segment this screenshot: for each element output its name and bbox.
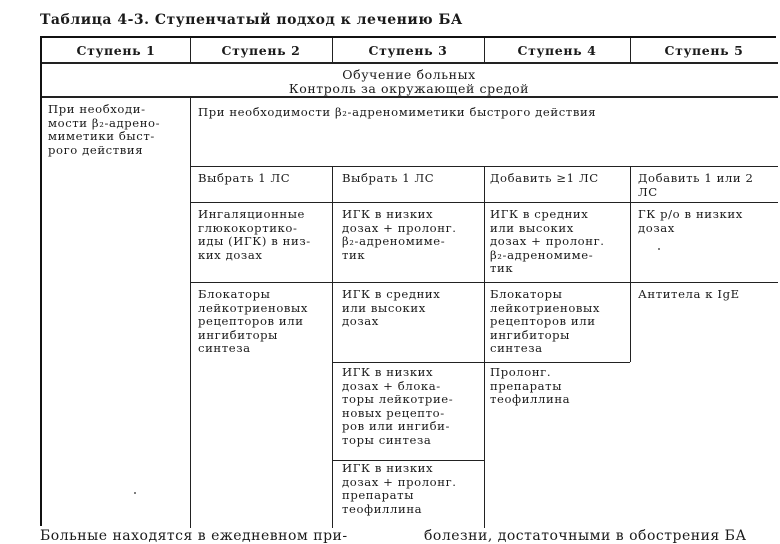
step3-option-2: ИГК в средних или высоких дозах [342,287,441,329]
rule-under-banner [42,96,778,98]
col-divider-2 [332,166,333,528]
step3-choose-cell: Выбрать 1 ЛС [342,171,435,185]
step5-option-2: Антитела к IgE [638,287,740,301]
step4-option-3: Пролонг. препараты теофиллина [490,365,571,407]
step3-option-1: ИГК в низких дозах + пролонг. β₂-адреномиме- тик [342,207,457,262]
table-caption: Таблица 4-3. Ступенчатый подход к лечению БА [40,12,463,28]
treatment-table [40,36,776,526]
scan-speck [134,492,136,494]
header-step-2: Ступень 2 [221,43,301,58]
banner-patient-education: Обучение больных [342,67,476,82]
col-divider-3 [484,166,485,528]
step3-option-3: ИГК в низких дозах + блока- торы лейкотрие- новых рецепто- ров или ингиби- торы синтеза [342,365,454,447]
footer-text-left: Больные находятся в ежедневном при- [40,528,348,544]
col-divider-4 [630,166,631,362]
step2-option-2: Блокаторы лейкотриеновых рецепторов или ингибиторы синтеза [198,287,309,356]
scan-speck [658,248,660,250]
header-step-4: Ступень 4 [517,43,597,58]
header-step-5: Ступень 5 [664,43,744,58]
banner-environment-control: Контроль за окружающей средой [288,81,530,96]
step5-option-1: ГК p/o в низких дозах [638,207,743,235]
step4-option-2: Блокаторы лейкотриеновых рецепторов или ингибиторы синтеза [490,287,601,356]
step4-choose-cell: Добавить ≥1 ЛС [490,171,599,185]
step5-choose-cell: Добавить 1 или 2 ЛС [638,171,754,199]
step3-option-4: ИГК в низких дозах + пролонг. препараты теофиллина [342,461,457,516]
col-divider-1 [190,98,191,528]
step1-prn-cell: При необходи- мости β₂-адрено- миметики быст- рого действия [48,102,161,157]
step2-option-1: Ингаляционные глюкокортико- иды (ИГК) в низ- ких дозах [198,207,311,262]
header-step-3: Ступень 3 [368,43,448,58]
footer-text-right: болезни, достаточными в обострения БА [424,528,747,544]
header-step-1: Ступень 1 [76,43,156,58]
prn-span-cell: При необходимости β₂-адреномиметики быстрого действия [198,105,597,119]
step2-choose-cell: Выбрать 1 ЛС [198,171,291,185]
rule-under-headers [42,62,778,64]
step4-option-1: ИГК в средних или высоких дозах + пролонг. β₂-адреномиме- тик [490,207,605,276]
rule-under-options2 [332,362,630,363]
